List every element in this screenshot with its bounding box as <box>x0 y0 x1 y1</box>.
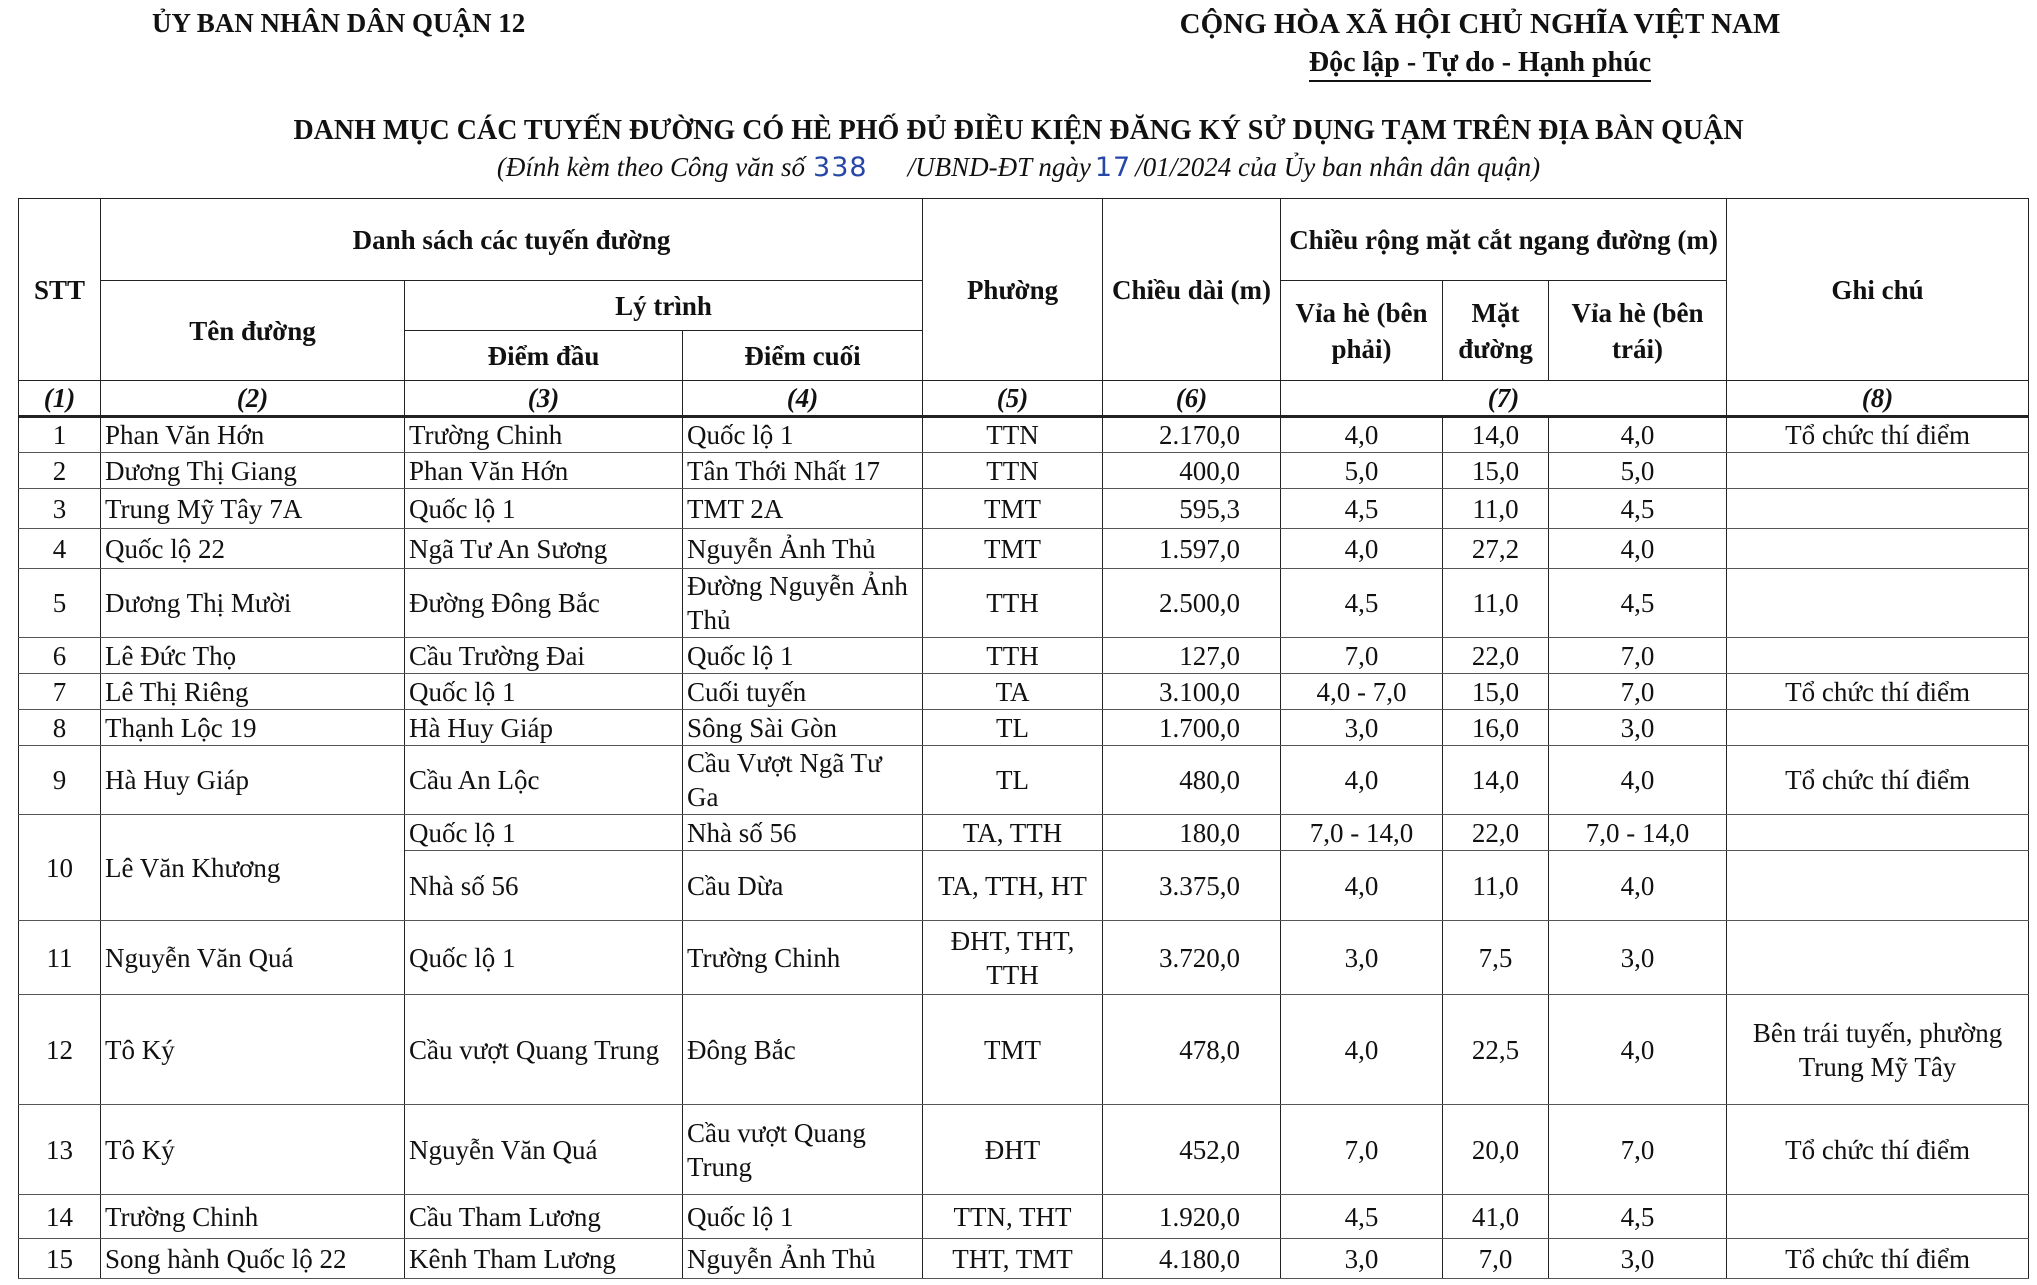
end-point-cell: Đông Bắc <box>683 995 923 1105</box>
end-point-cell: Cầu vượt Quang Trung <box>683 1105 923 1195</box>
sidewalk-left-cell: 7,0 - 14,0 <box>1549 815 1727 851</box>
notes-cell: Tổ chức thí điểm <box>1727 674 2029 710</box>
length-cell: 595,3 <box>1103 489 1281 529</box>
notes-cell <box>1727 1195 2029 1239</box>
start-point-cell: Quốc lộ 1 <box>405 489 683 529</box>
street-name-cell: Thạnh Lộc 19 <box>101 710 405 746</box>
end-point-cell: Quốc lộ 1 <box>683 638 923 674</box>
start-point-cell: Kênh Tham Lương <box>405 1239 683 1279</box>
notes-cell <box>1727 851 2029 921</box>
table-row <box>19 489 2029 529</box>
sidewalk-right-cell: 4,5 <box>1281 489 1443 529</box>
column-number: (2) <box>101 381 405 417</box>
road-surface-cell: 27,2 <box>1443 529 1549 569</box>
length-cell: 478,0 <box>1103 995 1281 1105</box>
street-name-cell: Tô Ký <box>101 1105 405 1195</box>
length-cell: 180,0 <box>1103 815 1281 851</box>
table-row <box>19 1195 2029 1239</box>
header-ward: Phường <box>923 199 1103 381</box>
road-surface-cell: 22,0 <box>1443 815 1549 851</box>
issuing-authority <box>152 8 525 39</box>
sidewalk-left-cell: 4,0 <box>1549 529 1727 569</box>
ward-cell: ĐHT, THT, TTH <box>923 921 1103 995</box>
ward-cell: TTH <box>923 569 1103 638</box>
column-number: (4) <box>683 381 923 417</box>
ward-cell: TMT <box>923 529 1103 569</box>
roads-table <box>18 198 2029 1279</box>
start-point-cell: Ngã Tư An Sương <box>405 529 683 569</box>
sidewalk-left-cell: 7,0 <box>1549 638 1727 674</box>
table-row <box>19 995 2029 1105</box>
table-row <box>19 1239 2029 1279</box>
header-end-point: Điểm cuối <box>683 331 923 381</box>
notes-cell <box>1727 815 2029 851</box>
stt-cell: 9 <box>19 746 101 815</box>
sidewalk-right-cell: 4,0 <box>1281 529 1443 569</box>
ward-cell: TL <box>923 746 1103 815</box>
header-sidewalk-left: Vỉa hè (bên trái) <box>1549 281 1727 381</box>
street-name-cell: Lê Đức Thọ <box>101 638 405 674</box>
road-surface-cell: 16,0 <box>1443 710 1549 746</box>
start-point-cell: Quốc lộ 1 <box>405 921 683 995</box>
stt-cell: 2 <box>19 453 101 489</box>
length-cell: 4.180,0 <box>1103 1239 1281 1279</box>
stt-cell: 8 <box>19 710 101 746</box>
handwritten-day: 17 <box>1094 152 1132 183</box>
street-name-cell: Hà Huy Giáp <box>101 746 405 815</box>
table-row <box>19 1105 2029 1195</box>
column-number: (5) <box>923 381 1103 417</box>
national-header <box>1170 8 1790 82</box>
subtitle-part1: (Đính kèm theo Công văn số <box>496 152 806 182</box>
notes-cell: Tổ chức thí điểm <box>1727 746 2029 815</box>
header-street-name: Tên đường <box>101 281 405 381</box>
sidewalk-right-cell: 4,0 <box>1281 417 1443 453</box>
notes-cell: Tổ chức thí điểm <box>1727 417 2029 453</box>
notes-cell <box>1727 710 2029 746</box>
end-point-cell: Cầu Dừa <box>683 851 923 921</box>
ward-cell: TMT <box>923 489 1103 529</box>
street-name-cell: Dương Thị Mười <box>101 569 405 638</box>
end-point-cell: Đường Nguyễn Ảnh Thủ <box>683 569 923 638</box>
sidewalk-right-cell: 7,0 <box>1281 638 1443 674</box>
subtitle-part3: /01/2024 của Ủy ban nhân dân quận) <box>1135 152 1541 182</box>
table-row <box>19 417 2029 453</box>
header-stt: STT <box>19 199 101 381</box>
header-notes: Ghi chú <box>1727 199 2029 381</box>
ward-cell: ĐHT <box>923 1105 1103 1195</box>
street-name-cell: Lê Thị Riêng <box>101 674 405 710</box>
end-point-cell: Sông Sài Gòn <box>683 710 923 746</box>
sidewalk-right-cell: 4,0 <box>1281 746 1443 815</box>
header-cross-section: Chiều rộng mặt cắt ngang đường (m) <box>1281 199 1727 281</box>
length-cell: 1.920,0 <box>1103 1195 1281 1239</box>
end-point-cell: Nhà số 56 <box>683 815 923 851</box>
length-cell: 452,0 <box>1103 1105 1281 1195</box>
stt-cell: 15 <box>19 1239 101 1279</box>
column-number: (6) <box>1103 381 1281 417</box>
length-cell: 2.170,0 <box>1103 417 1281 453</box>
road-surface-cell: 11,0 <box>1443 489 1549 529</box>
road-surface-cell: 11,0 <box>1443 569 1549 638</box>
sidewalk-left-cell: 4,5 <box>1549 1195 1727 1239</box>
street-name-cell: Trung Mỹ Tây 7A <box>101 489 405 529</box>
ward-cell: TA <box>923 674 1103 710</box>
sidewalk-left-cell: 3,0 <box>1549 921 1727 995</box>
sidewalk-left-cell: 4,0 <box>1549 851 1727 921</box>
notes-cell <box>1727 921 2029 995</box>
stt-cell: 11 <box>19 921 101 995</box>
document-subtitle <box>0 152 2037 183</box>
sidewalk-right-cell: 3,0 <box>1281 710 1443 746</box>
road-surface-cell: 11,0 <box>1443 851 1549 921</box>
table-row <box>19 710 2029 746</box>
notes-cell: Tổ chức thí điểm <box>1727 1105 2029 1195</box>
end-point-cell: Cầu Vượt Ngã Tư Ga <box>683 746 923 815</box>
street-name-cell: Nguyễn Văn Quá <box>101 921 405 995</box>
start-point-cell: Quốc lộ 1 <box>405 815 683 851</box>
start-point-cell: Cầu vượt Quang Trung <box>405 995 683 1105</box>
column-number-row <box>19 381 2029 417</box>
table-row <box>19 569 2029 638</box>
notes-cell: Bên trái tuyến, phường Trung Mỹ Tây <box>1727 995 2029 1105</box>
sidewalk-right-cell: 3,0 <box>1281 1239 1443 1279</box>
sidewalk-right-cell: 4,0 <box>1281 995 1443 1105</box>
header-road-surface: Mặt đường <box>1443 281 1549 381</box>
start-point-cell: Nhà số 56 <box>405 851 683 921</box>
road-surface-cell: 15,0 <box>1443 674 1549 710</box>
column-number: (8) <box>1727 381 2029 417</box>
street-name-cell: Phan Văn Hớn <box>101 417 405 453</box>
sidewalk-right-cell: 4,5 <box>1281 1195 1443 1239</box>
ward-cell: TA, TTH, HT <box>923 851 1103 921</box>
sidewalk-right-cell: 7,0 <box>1281 1105 1443 1195</box>
start-point-cell: Quốc lộ 1 <box>405 674 683 710</box>
ward-cell: TTN <box>923 453 1103 489</box>
national-title: CỘNG HÒA XÃ HỘI CHỦ NGHĨA VIỆT NAM <box>1179 8 1781 40</box>
stt-cell: 14 <box>19 1195 101 1239</box>
sidewalk-right-cell: 4,0 - 7,0 <box>1281 674 1443 710</box>
table-row <box>19 453 2029 489</box>
road-surface-cell: 7,0 <box>1443 1239 1549 1279</box>
road-surface-cell: 7,5 <box>1443 921 1549 995</box>
header-length: Chiều dài (m) <box>1103 199 1281 381</box>
table-row <box>19 674 2029 710</box>
end-point-cell: Trường Chinh <box>683 921 923 995</box>
column-number: (3) <box>405 381 683 417</box>
length-cell: 400,0 <box>1103 453 1281 489</box>
sidewalk-left-cell: 4,5 <box>1549 569 1727 638</box>
sidewalk-left-cell: 7,0 <box>1549 674 1727 710</box>
road-surface-cell: 14,0 <box>1443 746 1549 815</box>
length-cell: 480,0 <box>1103 746 1281 815</box>
sidewalk-right-cell: 7,0 - 14,0 <box>1281 815 1443 851</box>
end-point-cell: Tân Thới Nhất 17 <box>683 453 923 489</box>
header-itinerary: Lý trình <box>405 281 923 331</box>
road-surface-cell: 22,5 <box>1443 995 1549 1105</box>
subtitle-part2: /UBND-ĐT ngày <box>907 152 1091 182</box>
notes-cell <box>1727 529 2029 569</box>
sidewalk-right-cell: 4,5 <box>1281 569 1443 638</box>
road-surface-cell: 14,0 <box>1443 417 1549 453</box>
stt-cell: 1 <box>19 417 101 453</box>
ward-cell: TL <box>923 710 1103 746</box>
document-title: DANH MỤC CÁC TUYẾN ĐƯỜNG CÓ HÈ PHỐ ĐỦ ĐIỀU KIỆN ĐĂNG KÝ SỬ DỤNG TẠM TRÊN ĐỊA BÀN QUẬN <box>293 115 1744 146</box>
stt-cell: 4 <box>19 529 101 569</box>
notes-cell <box>1727 453 2029 489</box>
header-route-list: Danh sách các tuyến đường <box>101 199 923 281</box>
end-point-cell: Nguyễn Ảnh Thủ <box>683 529 923 569</box>
sidewalk-left-cell: 4,5 <box>1549 489 1727 529</box>
street-name-cell: Lê Văn Khương <box>101 815 405 921</box>
sidewalk-left-cell: 4,0 <box>1549 746 1727 815</box>
start-point-cell: Cầu An Lộc <box>405 746 683 815</box>
ward-cell: TTN <box>923 417 1103 453</box>
column-number: (1) <box>19 381 101 417</box>
national-motto: Độc lập - Tự do - Hạnh phúc <box>1309 47 1651 82</box>
street-name-cell: Song hành Quốc lộ 22 <box>101 1239 405 1279</box>
notes-cell <box>1727 569 2029 638</box>
road-surface-cell: 22,0 <box>1443 638 1549 674</box>
length-cell: 1.700,0 <box>1103 710 1281 746</box>
table-header <box>19 199 2029 417</box>
handwritten-doc-number: 338 <box>813 152 868 183</box>
sidewalk-right-cell: 3,0 <box>1281 921 1443 995</box>
sidewalk-left-cell: 7,0 <box>1549 1105 1727 1195</box>
ward-cell: TTH <box>923 638 1103 674</box>
road-surface-cell: 41,0 <box>1443 1195 1549 1239</box>
table-row <box>19 815 2029 851</box>
end-point-cell: TMT 2A <box>683 489 923 529</box>
sidewalk-left-cell: 3,0 <box>1549 710 1727 746</box>
ward-cell: TMT <box>923 995 1103 1105</box>
sidewalk-left-cell: 3,0 <box>1549 1239 1727 1279</box>
stt-cell: 12 <box>19 995 101 1105</box>
start-point-cell: Phan Văn Hớn <box>405 453 683 489</box>
street-name-cell: Quốc lộ 22 <box>101 529 405 569</box>
end-point-cell: Cuối tuyến <box>683 674 923 710</box>
stt-cell: 10 <box>19 815 101 921</box>
ward-cell: THT, TMT <box>923 1239 1103 1279</box>
stt-cell: 5 <box>19 569 101 638</box>
start-point-cell: Cầu Trường Đai <box>405 638 683 674</box>
stt-cell: 7 <box>19 674 101 710</box>
ward-cell: TA, TTH <box>923 815 1103 851</box>
length-cell: 3.375,0 <box>1103 851 1281 921</box>
start-point-cell: Đường Đông Bắc <box>405 569 683 638</box>
end-point-cell: Quốc lộ 1 <box>683 1195 923 1239</box>
start-point-cell: Cầu Tham Lương <box>405 1195 683 1239</box>
start-point-cell: Trường Chinh <box>405 417 683 453</box>
start-point-cell: Nguyễn Văn Quá <box>405 1105 683 1195</box>
sidewalk-left-cell: 5,0 <box>1549 453 1727 489</box>
sidewalk-left-cell: 4,0 <box>1549 995 1727 1105</box>
sidewalk-left-cell: 4,0 <box>1549 417 1727 453</box>
ward-cell: TTN, THT <box>923 1195 1103 1239</box>
end-point-cell: Quốc lộ 1 <box>683 417 923 453</box>
notes-cell <box>1727 489 2029 529</box>
length-cell: 3.100,0 <box>1103 674 1281 710</box>
street-name-cell: Tô Ký <box>101 995 405 1105</box>
table-row <box>19 746 2029 815</box>
road-surface-cell: 20,0 <box>1443 1105 1549 1195</box>
header-start-point: Điểm đầu <box>405 331 683 381</box>
road-surface-cell: 15,0 <box>1443 453 1549 489</box>
table-row <box>19 638 2029 674</box>
stt-cell: 13 <box>19 1105 101 1195</box>
sidewalk-right-cell: 5,0 <box>1281 453 1443 489</box>
notes-cell <box>1727 638 2029 674</box>
table-body <box>19 417 2029 1279</box>
sidewalk-right-cell: 4,0 <box>1281 851 1443 921</box>
stt-cell: 3 <box>19 489 101 529</box>
street-name-cell: Trường Chinh <box>101 1195 405 1239</box>
notes-cell: Tổ chức thí điểm <box>1727 1239 2029 1279</box>
table-row <box>19 921 2029 995</box>
issuing-authority-text: ỦY BAN NHÂN DÂN QUẬN 12 <box>152 8 526 38</box>
length-cell: 1.597,0 <box>1103 529 1281 569</box>
length-cell: 3.720,0 <box>1103 921 1281 995</box>
length-cell: 127,0 <box>1103 638 1281 674</box>
header-sidewalk-right: Vỉa hè (bên phải) <box>1281 281 1443 381</box>
stt-cell: 6 <box>19 638 101 674</box>
table-row <box>19 529 2029 569</box>
street-name-cell: Dương Thị Giang <box>101 453 405 489</box>
column-number: (7) <box>1281 381 1727 417</box>
end-point-cell: Nguyễn Ảnh Thủ <box>683 1239 923 1279</box>
start-point-cell: Hà Huy Giáp <box>405 710 683 746</box>
length-cell: 2.500,0 <box>1103 569 1281 638</box>
